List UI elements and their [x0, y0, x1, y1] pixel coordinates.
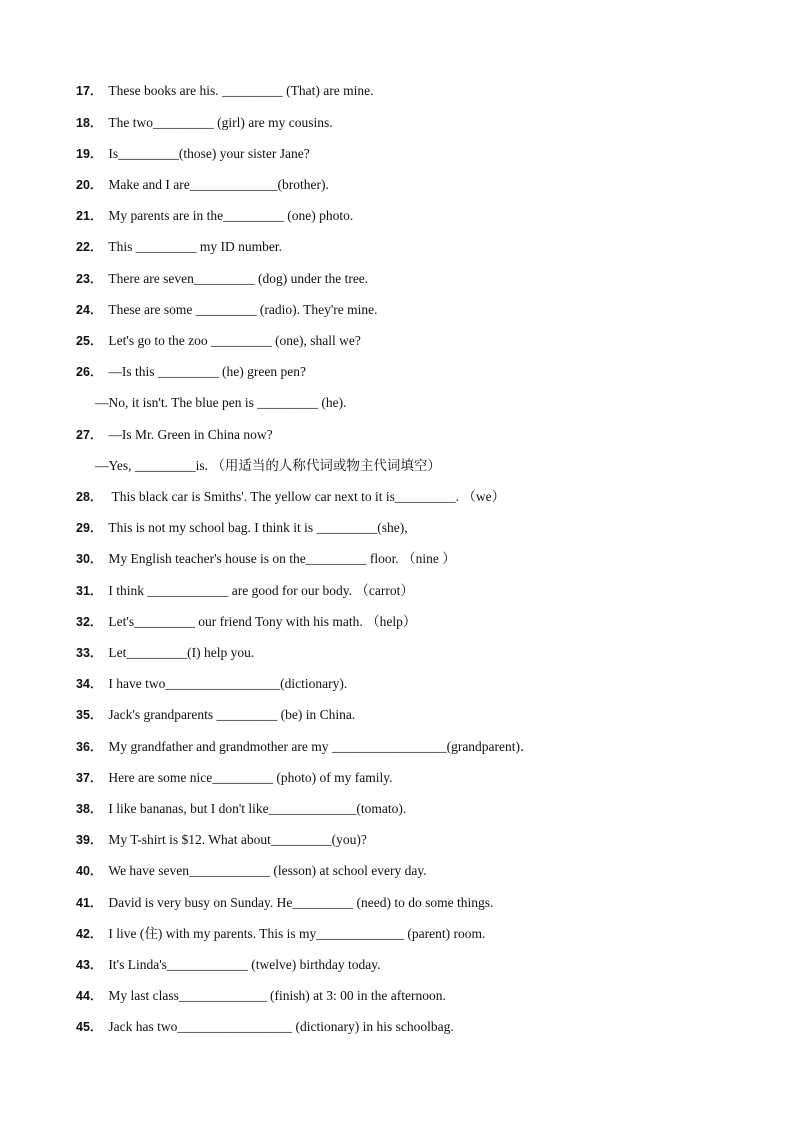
question-number: 24． — [76, 303, 103, 317]
question-text: Let's go to the zoo _________ (one), shall we? — [108, 333, 361, 348]
question-27-reply — [95, 456, 441, 476]
question-number: 44． — [76, 989, 103, 1003]
question-text: My parents are in the_________ (one) photo. — [108, 208, 354, 223]
question-45 — [76, 1017, 454, 1037]
question-text: It's Linda's____________ (twelve) birthday today. — [108, 957, 381, 972]
question-text: Here are some nice_________ (photo) of my family. — [108, 770, 393, 785]
question-text: I think ____________ are good for our body. （carrot） — [108, 583, 414, 598]
question-26-reply — [95, 393, 347, 413]
question-text: Is_________(those) your sister Jane? — [108, 146, 310, 161]
question-text: I have two_________________(dictionary). — [108, 676, 348, 691]
question-number: 22． — [76, 240, 103, 254]
question-text: —Is Mr. Green in China now? — [108, 427, 273, 442]
question-26 — [76, 362, 306, 382]
question-number: 19． — [76, 147, 103, 161]
question-text: There are seven_________ (dog) under the tree. — [108, 271, 369, 286]
question-number: 31． — [76, 584, 103, 598]
question-text: Let_________(I) help you. — [108, 645, 255, 660]
question-text: These are some _________ (radio). They're mine. — [108, 302, 378, 317]
question-number: 41． — [76, 896, 103, 910]
question-34 — [76, 674, 347, 694]
question-text: I like bananas, but I don't like_____________(tomato). — [108, 801, 407, 816]
question-text: The two_________ (girl) are my cousins. — [108, 115, 333, 130]
question-text: My last class_____________ (finish) at 3: 00 in the afternoon. — [108, 988, 446, 1003]
question-35 — [76, 705, 355, 725]
question-text: We have seven____________ (lesson) at school every day. — [108, 863, 427, 878]
question-19 — [76, 144, 310, 164]
question-37 — [76, 768, 392, 788]
question-text: —No, it isn't. The blue pen is _________ (he). — [95, 395, 347, 410]
question-number: 36． — [76, 740, 103, 754]
question-43 — [76, 955, 380, 975]
question-number: 32． — [76, 615, 103, 629]
question-number: 26． — [76, 365, 103, 379]
question-number: 42． — [76, 927, 103, 941]
question-25 — [76, 331, 361, 351]
question-number: 37． — [76, 771, 103, 785]
question-number: 20． — [76, 178, 103, 192]
question-27 — [76, 425, 273, 445]
question-text: Let's_________ our friend Tony with his math. （help） — [108, 614, 417, 629]
question-18 — [76, 113, 333, 133]
question-number: 35． — [76, 708, 103, 722]
question-20 — [76, 175, 329, 195]
question-text: This black car is Smiths'. The yellow car next to it is_________. （we） — [108, 489, 506, 504]
question-text: These books are his. _________ (That) are mine. — [108, 83, 374, 98]
question-44 — [76, 986, 446, 1006]
question-number: 39． — [76, 833, 103, 847]
question-text: David is very busy on Sunday. He_________ (need) to do some things. — [108, 895, 494, 910]
question-text: My T-shirt is $12. What about_________(you)? — [108, 832, 367, 847]
question-number: 18． — [76, 116, 103, 130]
question-39 — [76, 830, 367, 850]
question-21 — [76, 206, 353, 226]
question-number: 23． — [76, 272, 103, 286]
question-28 — [76, 487, 505, 507]
question-text: My grandfather and grandmother are my _________________(grandparent)． — [108, 739, 534, 754]
question-36 — [76, 737, 534, 757]
question-29 — [76, 518, 408, 538]
question-number: 29． — [76, 521, 103, 535]
question-number: 17． — [76, 84, 103, 98]
question-31 — [76, 581, 414, 601]
question-41 — [76, 893, 493, 913]
question-number: 38． — [76, 802, 103, 816]
question-text: This is not my school bag. I think it is _________(she), — [108, 520, 408, 535]
question-text: Make and I are_____________(brother). — [108, 177, 329, 192]
question-text: Jack has two_________________ (dictionary) in his schoolbag. — [108, 1019, 454, 1034]
question-17 — [76, 81, 373, 101]
question-33 — [76, 643, 254, 663]
question-number: 33． — [76, 646, 103, 660]
question-number: 28． — [76, 490, 103, 504]
question-24 — [76, 300, 378, 320]
question-text: My English teacher's house is on the_________ floor. （nine ） — [108, 551, 456, 566]
question-number: 30． — [76, 552, 103, 566]
question-23 — [76, 269, 368, 289]
question-number: 40． — [76, 864, 103, 878]
question-number: 21． — [76, 209, 103, 223]
question-text: —Is this _________ (he) green pen? — [108, 364, 306, 379]
question-40 — [76, 861, 427, 881]
question-30 — [76, 549, 456, 569]
question-22 — [76, 237, 282, 257]
question-text: —Yes, _________is. （用适当的人称代词或物主代词填空） — [95, 458, 441, 473]
question-number: 34． — [76, 677, 103, 691]
question-number: 25． — [76, 334, 103, 348]
question-number: 45． — [76, 1020, 103, 1034]
question-number: 43． — [76, 958, 103, 972]
question-38 — [76, 799, 406, 819]
question-42 — [76, 924, 485, 944]
question-number: 27． — [76, 428, 103, 442]
question-text: Jack's grandparents _________ (be) in China. — [108, 707, 356, 722]
question-text: This _________ my ID number. — [108, 239, 283, 254]
question-32 — [76, 612, 416, 632]
question-text: I live (住) with my parents. This is my_____________ (parent) room. — [108, 926, 486, 941]
